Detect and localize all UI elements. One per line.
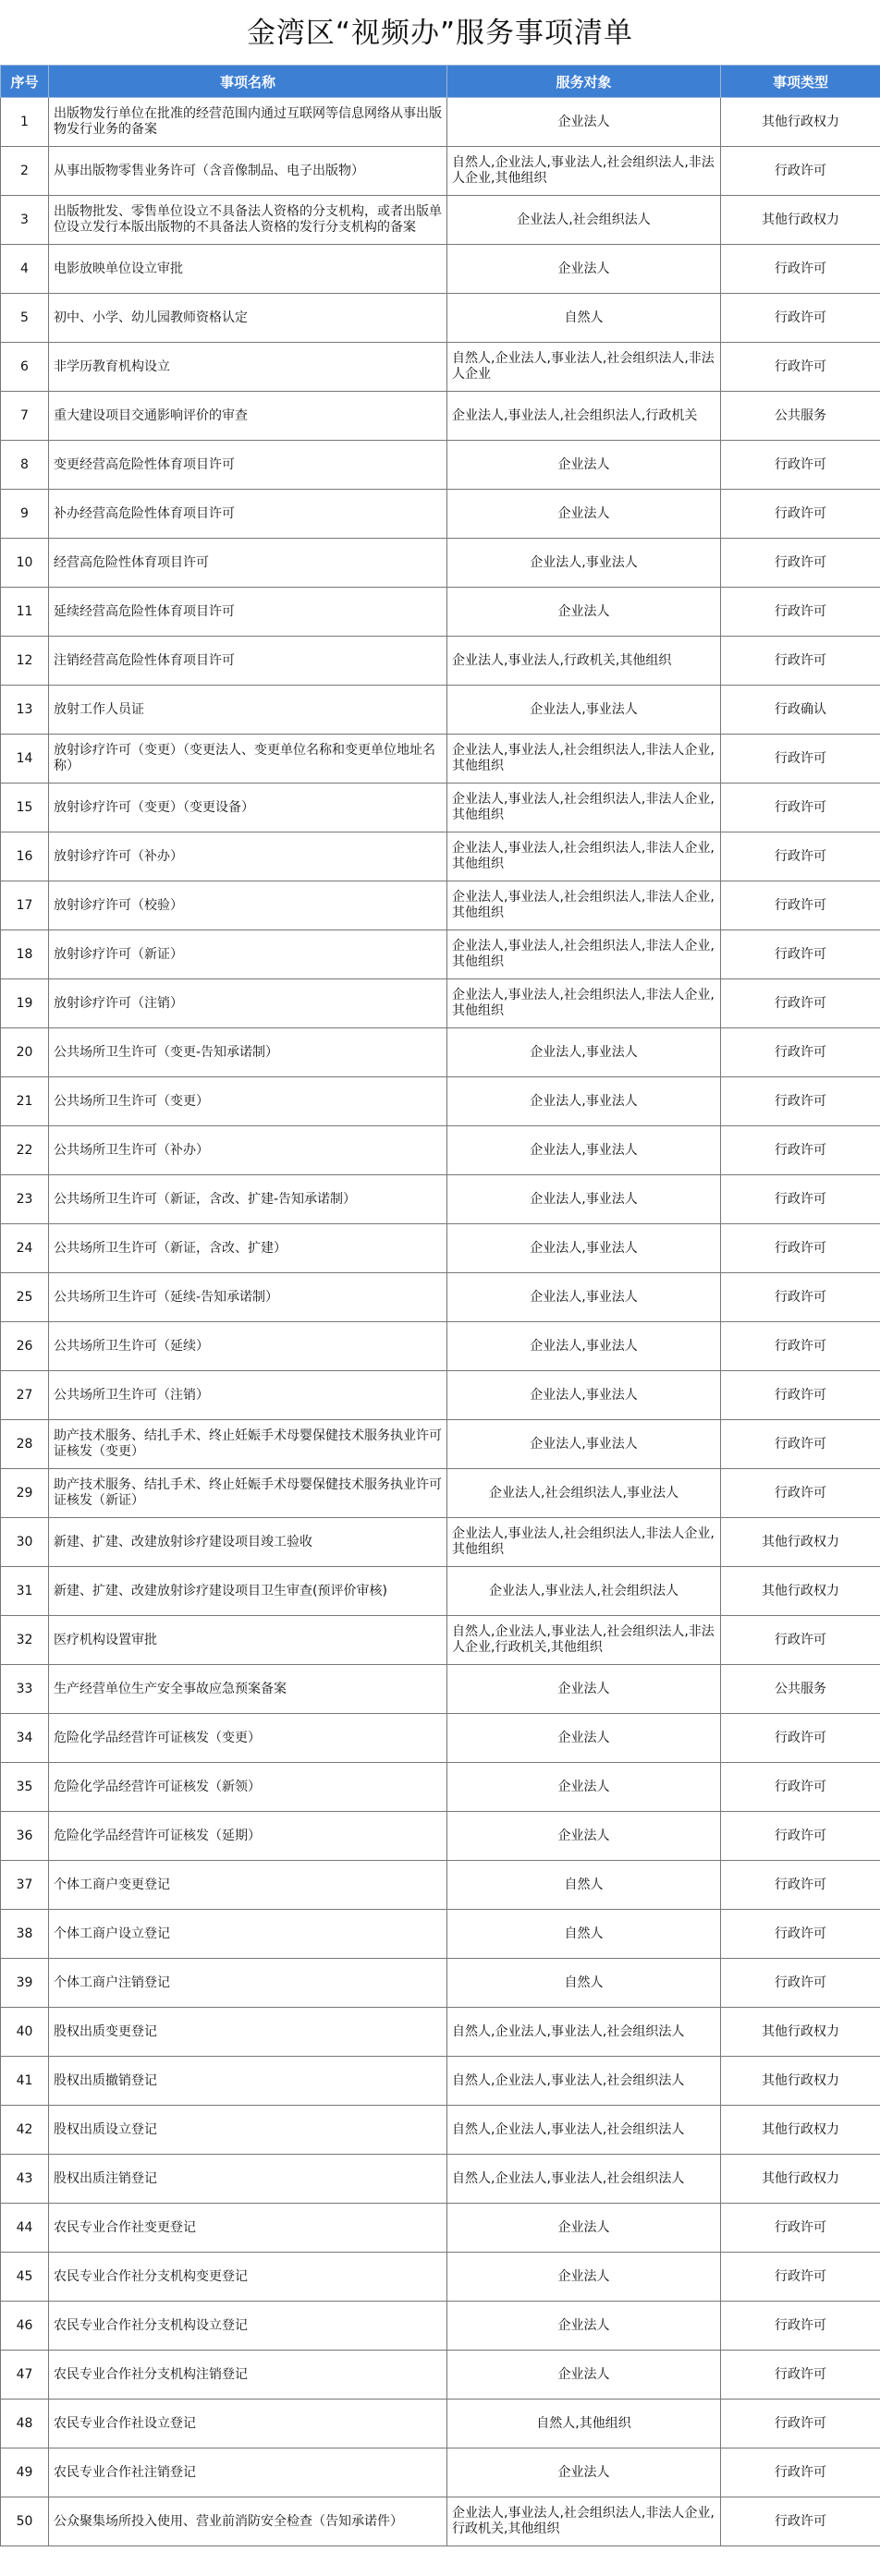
serial-number-cell: 5 (1, 294, 49, 343)
item-type-cell: 行政许可 (721, 930, 880, 979)
serial-number-cell: 29 (1, 1469, 49, 1518)
service-target-cell: 企业法人,事业法人 (447, 1420, 721, 1469)
table-row (1, 2057, 880, 2106)
table-row (1, 2204, 880, 2253)
service-target-cell: 企业法人,事业法人 (447, 1077, 721, 1126)
item-type-cell: 行政许可 (721, 1616, 880, 1665)
table-row (1, 196, 880, 245)
item-type-cell: 行政许可 (721, 2497, 880, 2546)
table-row (1, 832, 880, 881)
serial-number-cell: 34 (1, 1714, 49, 1763)
serial-number-cell: 4 (1, 245, 49, 294)
serial-number-cell: 21 (1, 1077, 49, 1126)
item-name-cell: 新建、扩建、改建放射诊疗建设项目卫生审查(预评价审核) (49, 1567, 447, 1616)
item-type-cell: 其他行政权力 (721, 2057, 880, 2106)
service-target-cell: 自然人,其他组织 (447, 2400, 721, 2448)
table-row (1, 539, 880, 588)
item-type-cell: 行政许可 (721, 245, 880, 294)
item-name-cell: 延续经营高危险性体育项目许可 (49, 588, 447, 637)
serial-number-cell: 48 (1, 2400, 49, 2448)
service-target-cell: 企业法人,事业法人,社会组织法人,非法人企业,其他组织 (447, 930, 721, 979)
serial-number-cell: 24 (1, 1224, 49, 1273)
item-name-cell: 经营高危险性体育项目许可 (49, 539, 447, 588)
table-row (1, 2106, 880, 2155)
serial-number-cell: 14 (1, 735, 49, 784)
table-row (1, 1518, 880, 1567)
header-item-type: 事项类型 (721, 66, 880, 98)
item-name-cell: 出版物发行单位在批准的经营范围内通过互联网等信息网络从事出版物发行业务的备案 (49, 98, 447, 147)
table-row (1, 245, 880, 294)
serial-number-cell: 10 (1, 539, 49, 588)
item-type-cell: 行政许可 (721, 881, 880, 930)
item-name-cell: 公共场所卫生许可（补办） (49, 1126, 447, 1175)
item-name-cell: 公众聚集场所投入使用、营业前消防安全检查（告知承诺件） (49, 2497, 447, 2546)
item-type-cell: 行政许可 (721, 1714, 880, 1763)
header-service-target: 服务对象 (447, 66, 721, 98)
table-row (1, 490, 880, 539)
service-target-cell: 企业法人,事业法人 (447, 1028, 721, 1077)
page-title: 金湾区“视频办”服务事项清单 (246, 17, 634, 50)
item-type-cell: 公共服务 (721, 392, 880, 441)
item-name-cell: 非学历教育机构设立 (49, 343, 447, 392)
header-item-name: 事项名称 (49, 66, 447, 98)
item-type-cell: 行政许可 (721, 147, 880, 196)
serial-number-cell: 13 (1, 686, 49, 735)
table-row (1, 1469, 880, 1518)
service-target-cell: 企业法人,事业法人 (447, 1126, 721, 1175)
serial-number-cell: 20 (1, 1028, 49, 1077)
item-type-cell: 行政许可 (721, 1371, 880, 1420)
item-name-cell: 个体工商户注销登记 (49, 1959, 447, 2008)
serial-number-cell: 31 (1, 1567, 49, 1616)
service-target-cell: 企业法人,事业法人 (447, 1273, 721, 1322)
service-target-cell: 企业法人,事业法人 (447, 1224, 721, 1273)
service-target-cell: 企业法人,事业法人,社会组织法人 (447, 1567, 721, 1616)
table-row (1, 1616, 880, 1665)
table-row (1, 637, 880, 686)
item-name-cell: 股权出质注销登记 (49, 2155, 447, 2204)
item-type-cell: 行政许可 (721, 1812, 880, 1861)
serial-number-cell: 28 (1, 1420, 49, 1469)
service-target-cell: 企业法人 (447, 98, 721, 147)
item-type-cell: 其他行政权力 (721, 196, 880, 245)
service-target-cell: 企业法人 (447, 441, 721, 490)
serial-number-cell: 23 (1, 1175, 49, 1224)
service-target-cell: 企业法人,事业法人,社会组织法人,非法人企业,其他组织 (447, 979, 721, 1028)
service-target-cell: 企业法人 (447, 2204, 721, 2253)
item-type-cell: 行政许可 (721, 2204, 880, 2253)
item-type-cell: 其他行政权力 (721, 2008, 880, 2057)
serial-number-cell: 35 (1, 1763, 49, 1812)
table-header-row (1, 66, 880, 98)
service-target-cell: 自然人 (447, 294, 721, 343)
service-target-cell: 自然人 (447, 1959, 721, 2008)
item-type-cell: 行政许可 (721, 1077, 880, 1126)
table-row (1, 1273, 880, 1322)
serial-number-cell: 12 (1, 637, 49, 686)
item-type-cell: 行政许可 (721, 490, 880, 539)
table-row (1, 1077, 880, 1126)
item-name-cell: 危险化学品经营许可证核发（变更） (49, 1714, 447, 1763)
service-target-cell: 企业法人,事业法人,社会组织法人,非法人企业,其他组织 (447, 881, 721, 930)
serial-number-cell: 19 (1, 979, 49, 1028)
item-name-cell: 放射诊疗许可（新证） (49, 930, 447, 979)
item-type-cell: 行政许可 (721, 1273, 880, 1322)
item-type-cell: 行政许可 (721, 1469, 880, 1518)
item-name-cell: 个体工商户变更登记 (49, 1861, 447, 1910)
item-type-cell: 行政许可 (721, 2400, 880, 2448)
serial-number-cell: 25 (1, 1273, 49, 1322)
service-target-cell: 企业法人,社会组织法人 (447, 196, 721, 245)
item-type-cell: 其他行政权力 (721, 1567, 880, 1616)
serial-number-cell: 2 (1, 147, 49, 196)
item-type-cell: 行政许可 (721, 1322, 880, 1371)
item-type-cell: 行政许可 (721, 539, 880, 588)
item-name-cell: 电影放映单位设立审批 (49, 245, 447, 294)
serial-number-cell: 15 (1, 784, 49, 832)
table-row (1, 1959, 880, 2008)
table-row (1, 1028, 880, 1077)
item-name-cell: 公共场所卫生许可（新证，含改、扩建-告知承诺制） (49, 1175, 447, 1224)
table-row (1, 1126, 880, 1175)
item-type-cell: 行政许可 (721, 1763, 880, 1812)
item-type-cell: 行政许可 (721, 1224, 880, 1273)
item-name-cell: 放射诊疗许可（注销） (49, 979, 447, 1028)
item-name-cell: 医疗机构设置审批 (49, 1616, 447, 1665)
item-type-cell: 行政许可 (721, 2448, 880, 2497)
item-name-cell: 初中、小学、幼儿园教师资格认定 (49, 294, 447, 343)
item-name-cell: 农民专业合作社变更登记 (49, 2204, 447, 2253)
item-name-cell: 危险化学品经营许可证核发（新领） (49, 1763, 447, 1812)
serial-number-cell: 37 (1, 1861, 49, 1910)
item-type-cell: 行政许可 (721, 1126, 880, 1175)
table-row (1, 2497, 880, 2546)
table-row (1, 1322, 880, 1371)
service-target-cell: 自然人,企业法人,事业法人,社会组织法人,非法人企业 (447, 343, 721, 392)
service-target-cell: 企业法人,事业法人,社会组织法人,非法人企业,其他组织 (447, 735, 721, 784)
item-name-cell: 注销经营高危险性体育项目许可 (49, 637, 447, 686)
serial-number-cell: 9 (1, 490, 49, 539)
item-name-cell: 农民专业合作社分支机构设立登记 (49, 2302, 447, 2351)
service-target-cell: 企业法人,事业法人 (447, 539, 721, 588)
service-target-cell: 自然人,企业法人,事业法人,社会组织法人,非法人企业,行政机关,其他组织 (447, 1616, 721, 1665)
table-row (1, 294, 880, 343)
item-type-cell: 行政许可 (721, 735, 880, 784)
item-name-cell: 危险化学品经营许可证核发（延期） (49, 1812, 447, 1861)
item-type-cell: 行政许可 (721, 637, 880, 686)
serial-number-cell: 30 (1, 1518, 49, 1567)
table-row (1, 881, 880, 930)
serial-number-cell: 38 (1, 1910, 49, 1959)
table-row (1, 1910, 880, 1959)
serial-number-cell: 11 (1, 588, 49, 637)
item-type-cell: 行政许可 (721, 588, 880, 637)
service-target-cell: 企业法人 (447, 2351, 721, 2400)
service-target-cell: 自然人,企业法人,事业法人,社会组织法人 (447, 2155, 721, 2204)
service-target-cell: 自然人 (447, 1910, 721, 1959)
service-target-cell: 企业法人 (447, 2448, 721, 2497)
item-type-cell: 行政许可 (721, 784, 880, 832)
serial-number-cell: 42 (1, 2106, 49, 2155)
service-items-table (0, 65, 880, 2546)
item-name-cell: 变更经营高危险性体育项目许可 (49, 441, 447, 490)
serial-number-cell: 43 (1, 2155, 49, 2204)
item-type-cell: 其他行政权力 (721, 2155, 880, 2204)
item-name-cell: 股权出质设立登记 (49, 2106, 447, 2155)
item-name-cell: 公共场所卫生许可（新证，含改、扩建） (49, 1224, 447, 1273)
item-name-cell: 农民专业合作社分支机构变更登记 (49, 2253, 447, 2302)
item-type-cell: 行政许可 (721, 343, 880, 392)
item-name-cell: 从事出版物零售业务许可（含音像制品、电子出版物） (49, 147, 447, 196)
table-row (1, 2253, 880, 2302)
serial-number-cell: 32 (1, 1616, 49, 1665)
table-row (1, 784, 880, 832)
table-row (1, 1812, 880, 1861)
serial-number-cell: 6 (1, 343, 49, 392)
item-type-cell: 行政许可 (721, 1910, 880, 1959)
service-target-cell: 自然人,企业法人,事业法人,社会组织法人 (447, 2106, 721, 2155)
item-name-cell: 出版物批发、零售单位设立不具备法人资格的分支机构，或者出版单位设立发行本版出版物的不具备法人资格的发行分支机构的备案 (49, 196, 447, 245)
item-name-cell: 重大建设项目交通影响评价的审查 (49, 392, 447, 441)
serial-number-cell: 47 (1, 2351, 49, 2400)
serial-number-cell: 36 (1, 1812, 49, 1861)
item-type-cell: 行政许可 (721, 2351, 880, 2400)
serial-number-cell: 45 (1, 2253, 49, 2302)
service-target-cell: 企业法人 (447, 588, 721, 637)
service-target-cell: 企业法人,社会组织法人,事业法人 (447, 1469, 721, 1518)
item-name-cell: 助产技术服务、结扎手术、终止妊娠手术母婴保健技术服务执业许可证核发（变更） (49, 1420, 447, 1469)
item-type-cell: 行政许可 (721, 1028, 880, 1077)
table-row (1, 1420, 880, 1469)
item-type-cell: 行政许可 (721, 832, 880, 881)
serial-number-cell: 46 (1, 2302, 49, 2351)
service-target-cell: 企业法人 (447, 245, 721, 294)
item-type-cell: 其他行政权力 (721, 2106, 880, 2155)
item-type-cell: 其他行政权力 (721, 1518, 880, 1567)
item-name-cell: 农民专业合作社分支机构注销登记 (49, 2351, 447, 2400)
item-type-cell: 行政许可 (721, 441, 880, 490)
service-target-cell: 企业法人,事业法人 (447, 686, 721, 735)
item-name-cell: 个体工商户设立登记 (49, 1910, 447, 1959)
service-target-cell: 企业法人,事业法人,社会组织法人,非法人企业,行政机关,其他组织 (447, 2497, 721, 2546)
service-target-cell: 企业法人 (447, 1714, 721, 1763)
table-row (1, 930, 880, 979)
table-row (1, 441, 880, 490)
item-name-cell: 公共场所卫生许可（延续） (49, 1322, 447, 1371)
service-target-cell: 企业法人 (447, 2302, 721, 2351)
serial-number-cell: 33 (1, 1665, 49, 1714)
item-name-cell: 农民专业合作社注销登记 (49, 2448, 447, 2497)
service-target-cell: 自然人,企业法人,事业法人,社会组织法人 (447, 2057, 721, 2106)
item-name-cell: 放射诊疗许可（变更）（变更法人、变更单位名称和变更单位地址名称） (49, 735, 447, 784)
table-row (1, 98, 880, 147)
table-row (1, 1763, 880, 1812)
serial-number-cell: 49 (1, 2448, 49, 2497)
serial-number-cell: 8 (1, 441, 49, 490)
item-name-cell: 公共场所卫生许可（变更-告知承诺制） (49, 1028, 447, 1077)
table-row (1, 686, 880, 735)
serial-number-cell: 41 (1, 2057, 49, 2106)
table-row (1, 588, 880, 637)
item-type-cell: 行政许可 (721, 294, 880, 343)
service-target-cell: 企业法人 (447, 490, 721, 539)
item-name-cell: 公共场所卫生许可（注销） (49, 1371, 447, 1420)
table-row (1, 392, 880, 441)
table-row (1, 1665, 880, 1714)
item-name-cell: 放射工作人员证 (49, 686, 447, 735)
item-type-cell: 公共服务 (721, 1665, 880, 1714)
service-target-cell: 自然人 (447, 1861, 721, 1910)
table-row (1, 979, 880, 1028)
service-target-cell: 企业法人,事业法人,社会组织法人,非法人企业,其他组织 (447, 832, 721, 881)
serial-number-cell: 16 (1, 832, 49, 881)
service-target-cell: 企业法人 (447, 1812, 721, 1861)
item-name-cell: 新建、扩建、改建放射诊疗建设项目竣工验收 (49, 1518, 447, 1567)
table-row (1, 735, 880, 784)
service-target-cell: 企业法人,事业法人,社会组织法人,非法人企业,其他组织 (447, 1518, 721, 1567)
serial-number-cell: 17 (1, 881, 49, 930)
serial-number-cell: 40 (1, 2008, 49, 2057)
table-row (1, 2008, 880, 2057)
item-type-cell: 行政许可 (721, 2253, 880, 2302)
serial-number-cell: 7 (1, 392, 49, 441)
service-target-cell: 企业法人 (447, 1665, 721, 1714)
table-row (1, 1224, 880, 1273)
table-row (1, 1175, 880, 1224)
table-row (1, 2400, 880, 2448)
service-target-cell: 企业法人,事业法人 (447, 1322, 721, 1371)
item-name-cell: 放射诊疗许可（变更）（变更设备） (49, 784, 447, 832)
table-row (1, 2155, 880, 2204)
item-name-cell: 放射诊疗许可（补办） (49, 832, 447, 881)
table-row (1, 2448, 880, 2497)
item-type-cell: 行政确认 (721, 686, 880, 735)
item-name-cell: 公共场所卫生许可（延续-告知承诺制） (49, 1273, 447, 1322)
item-name-cell: 补办经营高危险性体育项目许可 (49, 490, 447, 539)
table-row (1, 2351, 880, 2400)
item-name-cell: 助产技术服务、结扎手术、终止妊娠手术母婴保健技术服务执业许可证核发（新证） (49, 1469, 447, 1518)
item-type-cell: 其他行政权力 (721, 98, 880, 147)
item-type-cell: 行政许可 (721, 1175, 880, 1224)
service-target-cell: 企业法人,事业法人,社会组织法人,行政机关 (447, 392, 721, 441)
item-type-cell: 行政许可 (721, 2302, 880, 2351)
service-target-cell: 企业法人,事业法人,行政机关,其他组织 (447, 637, 721, 686)
service-target-cell: 企业法人,事业法人 (447, 1371, 721, 1420)
table-row (1, 1714, 880, 1763)
service-target-cell: 企业法人 (447, 2253, 721, 2302)
service-target-cell: 自然人,企业法人,事业法人,社会组织法人 (447, 2008, 721, 2057)
item-name-cell: 农民专业合作社设立登记 (49, 2400, 447, 2448)
item-type-cell: 行政许可 (721, 1420, 880, 1469)
item-type-cell: 行政许可 (721, 1959, 880, 2008)
table-row (1, 1567, 880, 1616)
table-row (1, 2302, 880, 2351)
service-target-cell: 企业法人 (447, 1763, 721, 1812)
table-row (1, 147, 880, 196)
item-name-cell: 股权出质变更登记 (49, 2008, 447, 2057)
item-name-cell: 股权出质撤销登记 (49, 2057, 447, 2106)
serial-number-cell: 22 (1, 1126, 49, 1175)
serial-number-cell: 39 (1, 1959, 49, 2008)
table-row (1, 1371, 880, 1420)
serial-number-cell: 44 (1, 2204, 49, 2253)
serial-number-cell: 50 (1, 2497, 49, 2546)
service-target-cell: 企业法人,事业法人 (447, 1175, 721, 1224)
header-serial-number: 序号 (1, 66, 49, 98)
serial-number-cell: 27 (1, 1371, 49, 1420)
service-target-cell: 自然人,企业法人,事业法人,社会组织法人,非法人企业,其他组织 (447, 147, 721, 196)
serial-number-cell: 18 (1, 930, 49, 979)
item-type-cell: 行政许可 (721, 979, 880, 1028)
serial-number-cell: 3 (1, 196, 49, 245)
item-name-cell: 公共场所卫生许可（变更） (49, 1077, 447, 1126)
item-type-cell: 行政许可 (721, 1861, 880, 1910)
serial-number-cell: 1 (1, 98, 49, 147)
item-name-cell: 生产经营单位生产安全事故应急预案备案 (49, 1665, 447, 1714)
serial-number-cell: 26 (1, 1322, 49, 1371)
table-body (1, 98, 880, 2546)
table-row (1, 1861, 880, 1910)
table-row (1, 343, 880, 392)
item-name-cell: 放射诊疗许可（校验） (49, 881, 447, 930)
service-target-cell: 企业法人,事业法人,社会组织法人,非法人企业,其他组织 (447, 784, 721, 832)
